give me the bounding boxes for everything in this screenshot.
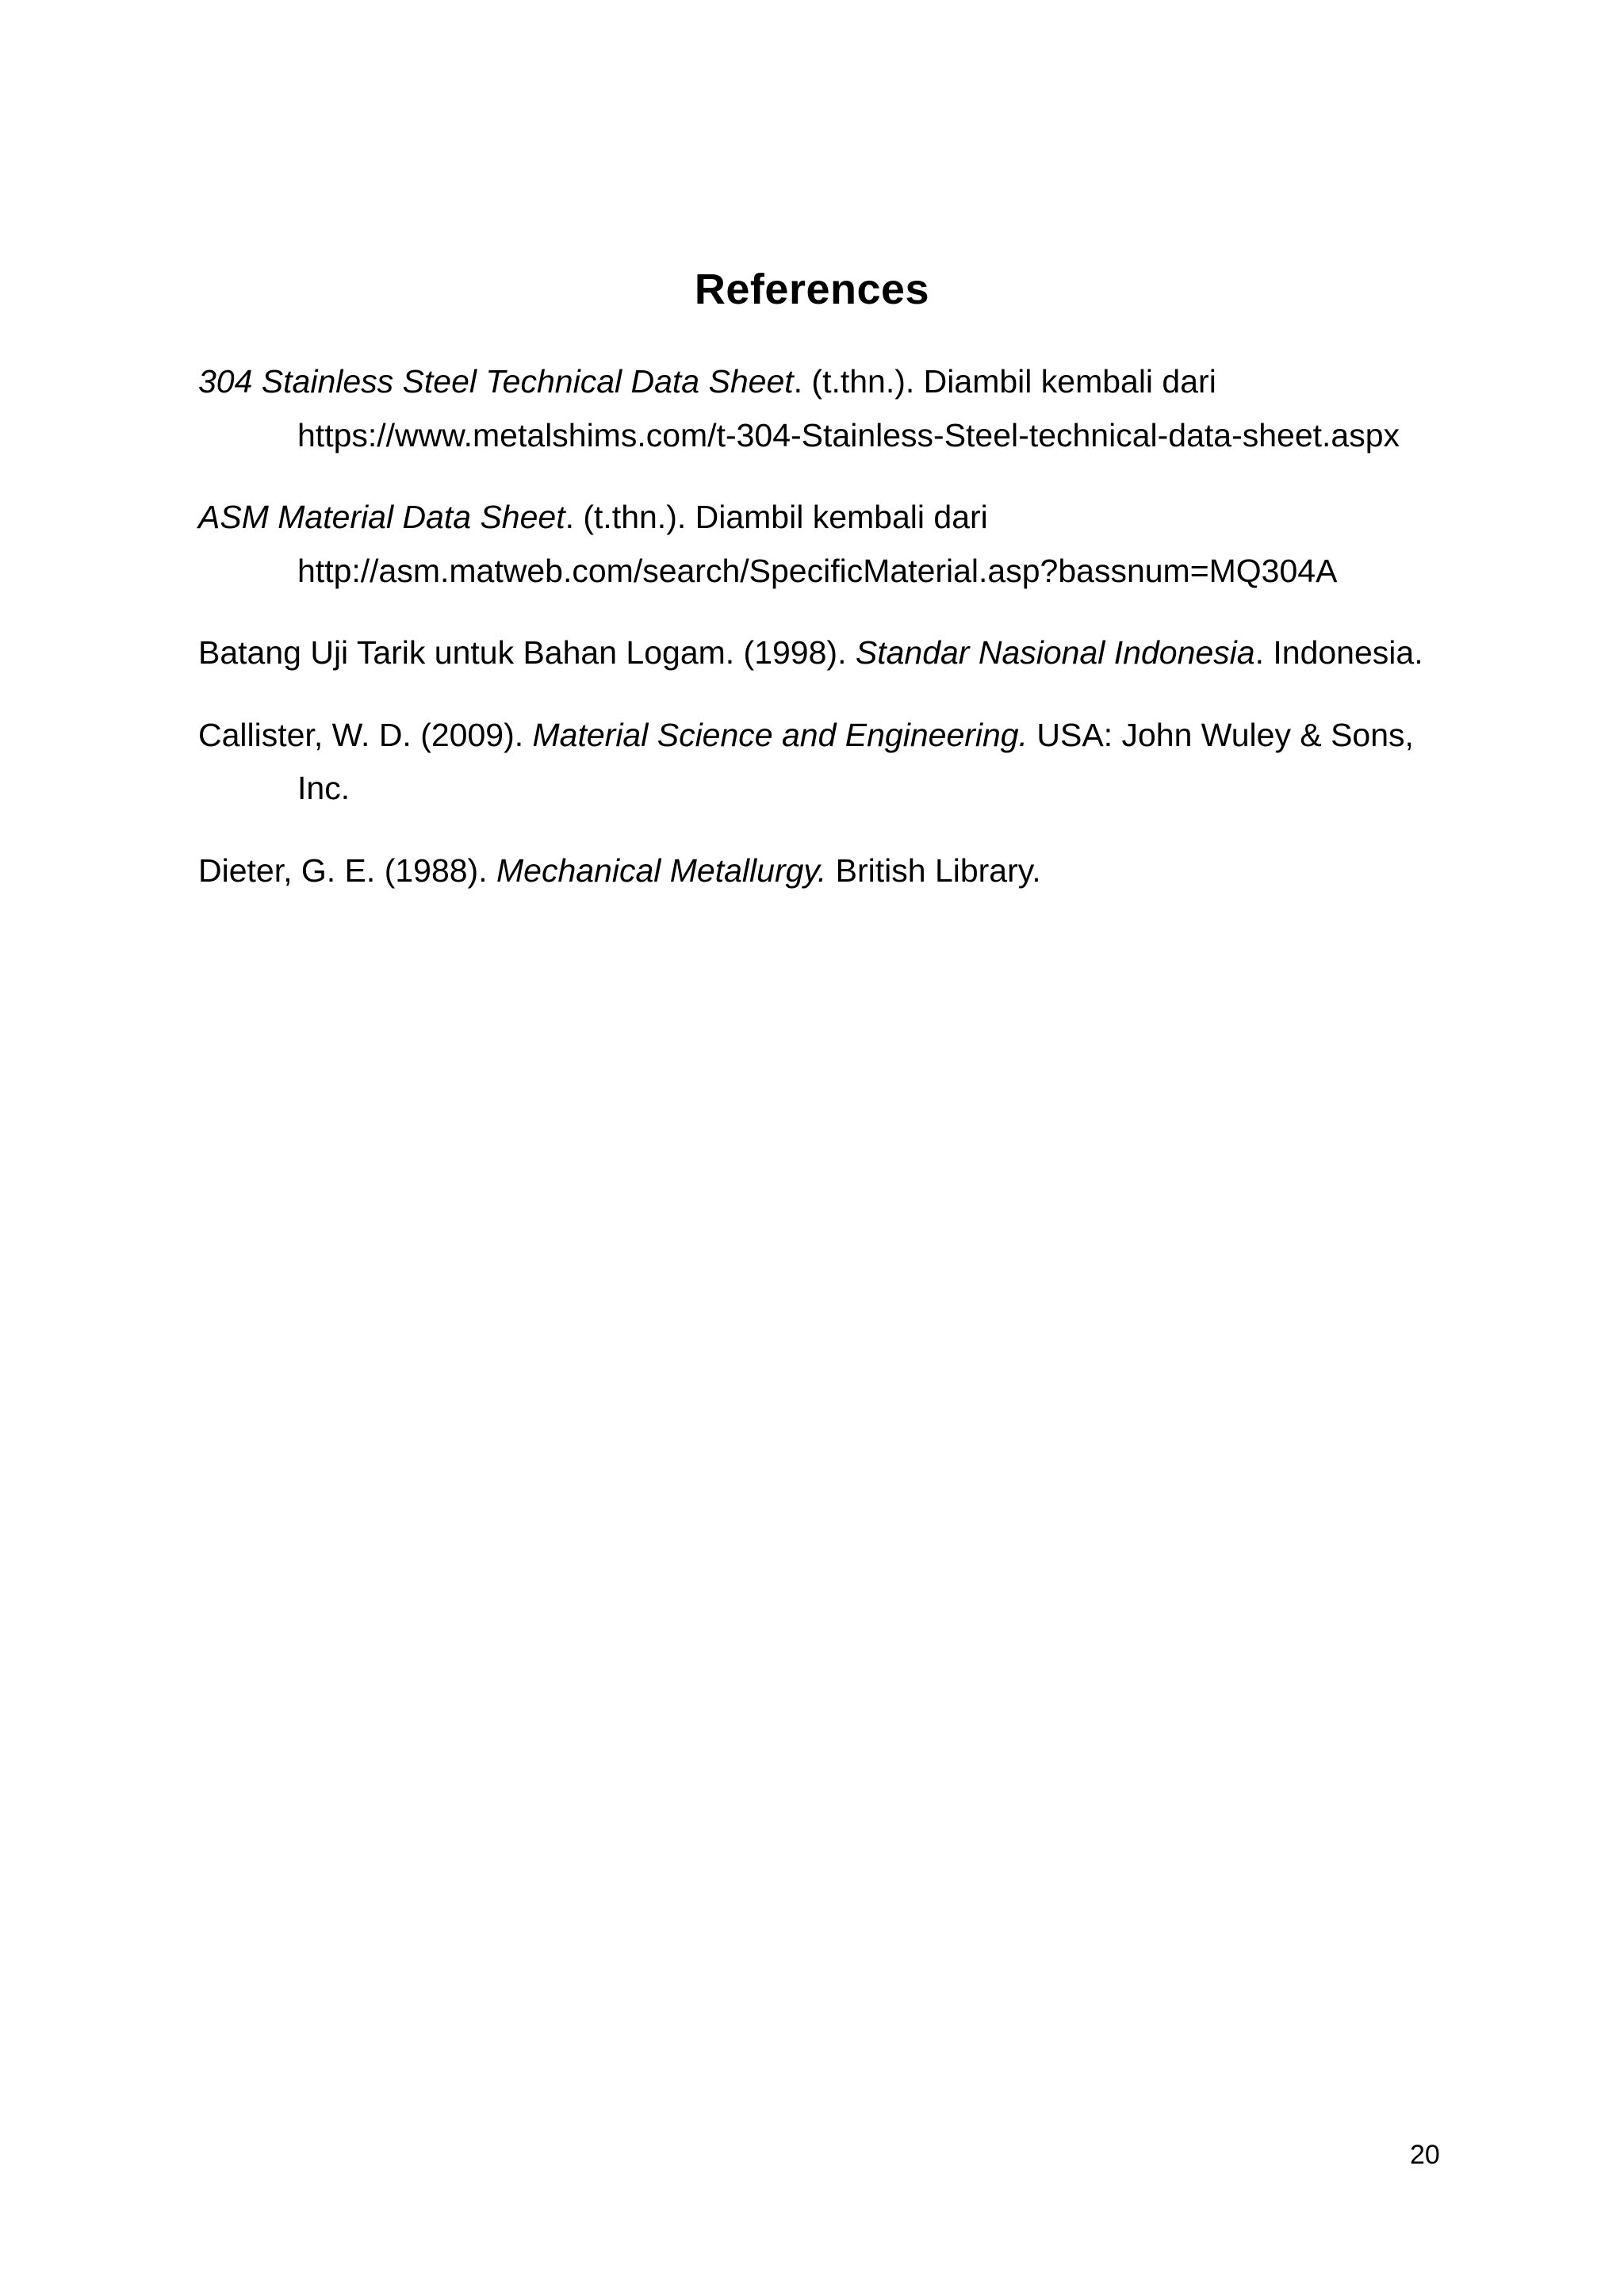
reference-title: Standar Nasional Indonesia <box>855 634 1255 671</box>
page-title: References <box>694 266 930 313</box>
reference-text: British Library. <box>826 851 1041 889</box>
reference-text: Callister, W. D. (2009). <box>198 716 533 753</box>
reference-text: . (t.thn.). Diambil kembali dari http://asm.matweb.com/search/SpecificMaterial.asp?bassnum=MQ304A <box>297 499 1338 589</box>
reference-title: 304 Stainless Steel Technical Data Sheet <box>198 363 794 400</box>
reference-entry <box>198 844 1443 898</box>
reference-entry <box>198 626 1443 680</box>
reference-text: USA: John Wuley & Sons, Inc. <box>297 716 1414 806</box>
reference-text: Batang Uji Tarik untuk Bahan Logam. (1998). <box>198 634 856 671</box>
reference-entry <box>198 709 1443 816</box>
reference-text: . Indonesia. <box>1254 634 1423 671</box>
page-number: 20 <box>1410 2140 1440 2170</box>
reference-entry <box>198 491 1443 598</box>
reference-text: Dieter, G. E. (1988). <box>198 851 496 889</box>
reference-list <box>198 355 1443 926</box>
reference-title: ASM Material Data Sheet <box>198 499 565 535</box>
reference-title: Mechanical Metallurgy. <box>496 851 827 889</box>
reference-title: Material Science and Engineering. <box>532 716 1028 753</box>
reference-entry <box>198 355 1443 462</box>
reference-text: . (t.thn.). Diambil kembali dari https://www.metalshims.com/t-304-Stainless-Steel-technical-data-sheet.aspx <box>297 363 1400 453</box>
